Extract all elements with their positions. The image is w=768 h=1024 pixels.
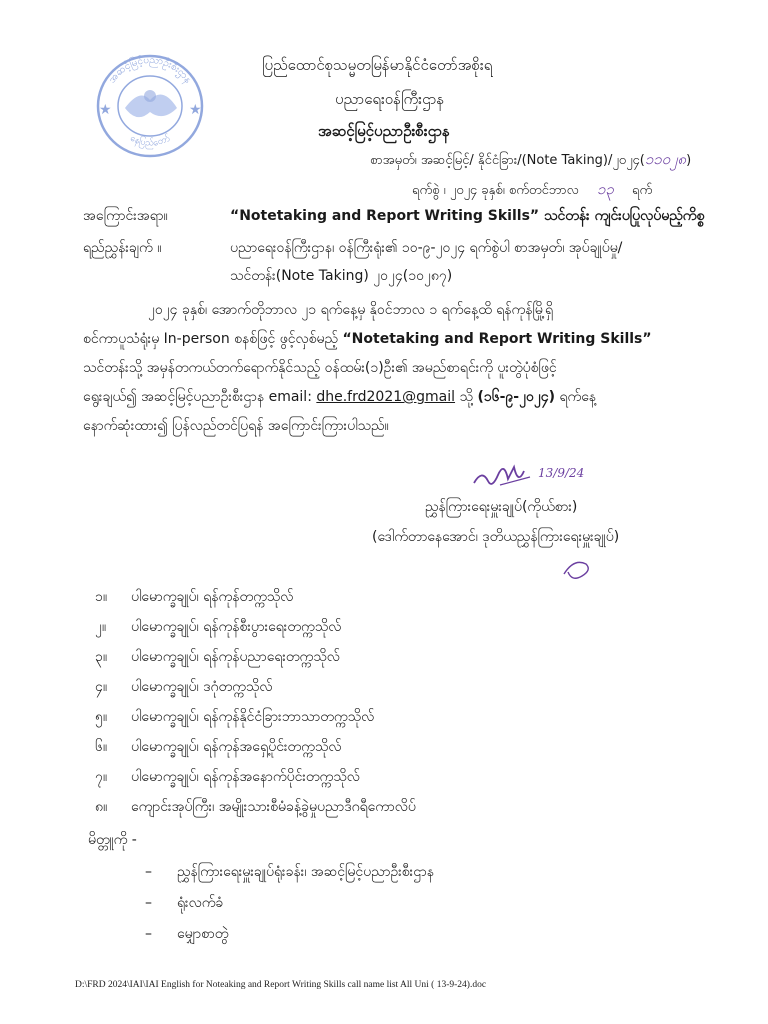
- body-line-2: [83, 329, 652, 350]
- body-line-2-text: စင်ကာပူသံရုံးမှ In-person စနစ်ဖြင့် ဖွင့်လှစ်မည့်: [83, 331, 343, 347]
- copy-to-item-3: – မျှောစာတွဲ: [145, 926, 229, 942]
- letter-number-handwritten: ၁၁၀၂၈: [644, 150, 687, 168]
- signature-date-handwritten: 13/9/24: [538, 466, 585, 480]
- recipient-5: ၅။ ပါမောက္ခချုပ်၊ ရန်ကုန်နိုင်ငံခြားဘာသာတက္ကသိုလ်: [95, 709, 375, 725]
- letter-number: [370, 150, 691, 172]
- initials-mark: [560, 554, 596, 588]
- letter-date: [412, 180, 652, 202]
- header-department: အဆင့်မြင့်ပညာဦးစီးဌာန: [318, 122, 450, 140]
- header-ministry: ပညာရေးဝန်ကြီးဌာန: [335, 90, 445, 108]
- body-line-5: နောက်ဆုံးထား၍ ပြန်လည်တင်ပြရန် အကြောင်းကြားပါသည်။: [83, 418, 389, 434]
- reference-line-1: ပညာရေးဝန်ကြီးဌာန၊ ဝန်ကြီးရုံး၏ ၁၀-၉-၂၀၂၄ ရက်စွဲပါ စာအမှတ်၊ အုပ်ချုပ်မှု/: [230, 240, 623, 256]
- recipient-4: ၄။ ပါမောက္ခချုပ်၊ ဒဂုံတက္ကသိုလ်: [95, 679, 273, 695]
- email-link[interactable]: dhe.frd2021@gmail: [316, 389, 456, 405]
- seal-star-left: ★: [99, 102, 112, 118]
- recipient-2: ၂။ ပါမောက္ခချုပ်၊ ရန်ကုန်စီးပွားရေးတက္ကသိုလ်: [95, 619, 342, 635]
- letter-date-prefix: ရက်စွဲ ၊ ၂၀၂၄ ခုနှစ်၊ စက်တင်ဘာလ: [412, 183, 579, 198]
- letter-date-day-handwritten: ၁၃: [596, 180, 614, 198]
- recipient-7: ၇။ ပါမောက္ခချုပ်၊ ရန်ကုန်အနောက်ပိုင်းတက္ကသိုလ်: [95, 769, 360, 785]
- letter-number-close: ): [686, 153, 692, 168]
- recipient-6: ၆။ ပါမောက္ခချုပ်၊ ရန်ကုန်အရှေ့ပိုင်းတက္ကသိုလ်: [95, 739, 342, 755]
- deadline-date: (၁၆-၉-၂၀၂၄): [477, 389, 556, 405]
- letter-number-printed: စာအမှတ်၊ အဆင့်မြင့်/ နိုင်ငံခြား/(Note Taking)/၂၀၂၄(: [370, 153, 645, 168]
- header-government: ပြည်ထောင်စုသမ္မတမြန်မာနိုင်ငံတော်အစိုးရ: [262, 56, 493, 74]
- copy-to-item-1: – ညွှန်ကြားရေးမှူးချုပ်ရုံးခန်း၊ အဆင့်မြင့်ပညာဦးစီးဌာန: [145, 864, 434, 880]
- recipient-3: ၃။ ပါမောက္ခချုပ်၊ ရန်ကုန်ပညာရေးတက္ကသိုလ်: [95, 649, 340, 665]
- subject-label: အကြောင်းအရာ။: [83, 208, 168, 224]
- recipient-8: ၈။ ကျောင်းအုပ်ကြီး၊ အမျိုးသားစီမံခန့်ခွဲမှုပညာဒီဂရီကောလိပ်: [95, 799, 416, 815]
- body-course-name: “Notetaking and Report Writing Skills”: [342, 331, 652, 347]
- initials-scribble: [560, 554, 596, 584]
- copy-to-label: မိတ္တူကို -: [88, 832, 137, 848]
- copy-to-item-2: – ရုံးလက်ခံ: [145, 895, 224, 911]
- body-line-4-text: ရွေးချယ်၍ အဆင့်မြင့်ပညာဦးစီးဌာန email:: [83, 389, 317, 405]
- svg-text:အဆင့်မြင့်ပညာဦးစီးဌာန: [107, 54, 194, 87]
- body-line-4-end: ရက်နေ့: [555, 389, 597, 405]
- letter-date-suffix: ရက်: [632, 183, 653, 198]
- signatory-name: (ဒေါက်တာနေအောင်၊ ဒုတိယညွှန်ကြားရေးမှူးချုပ်): [372, 529, 620, 545]
- reference-label: ရည်ညွှန်းချက် ။: [83, 240, 162, 256]
- subject-text: “Notetaking and Report Writing Skills” သင်တန်း ကျင်းပပြုလုပ်မည့်ကိစ္စ: [230, 208, 705, 224]
- footer-file-path: D:\FRD 2024\IAI\IAI English for Noteaking and Report Writing Skills call name list All Uni ( 13-9-24).doc: [75, 980, 487, 990]
- reference-line-2: သင်တန်း(Note Taking) ၂၀၂၄(၁၀၂၈၇): [230, 268, 453, 284]
- body-line-3: သင်တန်းသို့ အမှန်တကယ်တက်ရောက်နိုင်သည့် ဝန်ထမ်း(၁)ဦး၏ အမည်စာရင်းကို ပူးတွဲပုံစံဖြင့်: [83, 360, 557, 376]
- body-line-4-to: သို့: [455, 389, 478, 405]
- seal-ring-bottom: နေပြည်တော်: [128, 133, 172, 149]
- body-line-1: ၂၀၂၄ ခုနှစ်၊ အောက်တိုဘာလ ၂၁ ရက်နေ့မှ နိုဝင်ဘာလ ၁ ရက်နေ့ထိ ရန်ကုန်မြို့ရှိ: [148, 302, 553, 318]
- seal-star-right: ★: [189, 102, 202, 118]
- signatory-title: ညွှန်ကြားရေးမှူးချုပ်(ကိုယ်စား): [425, 499, 578, 515]
- seal-graphic: [85, 48, 215, 160]
- body-line-4: [83, 387, 596, 408]
- department-seal: [85, 48, 215, 160]
- seal-ring-top: အဆင့်မြင့်ပညာဦးစီးဌာန: [106, 54, 194, 86]
- recipient-1: ၁။ ပါမောက္ခချုပ်၊ ရန်ကုန်တက္ကသိုလ်: [95, 589, 294, 605]
